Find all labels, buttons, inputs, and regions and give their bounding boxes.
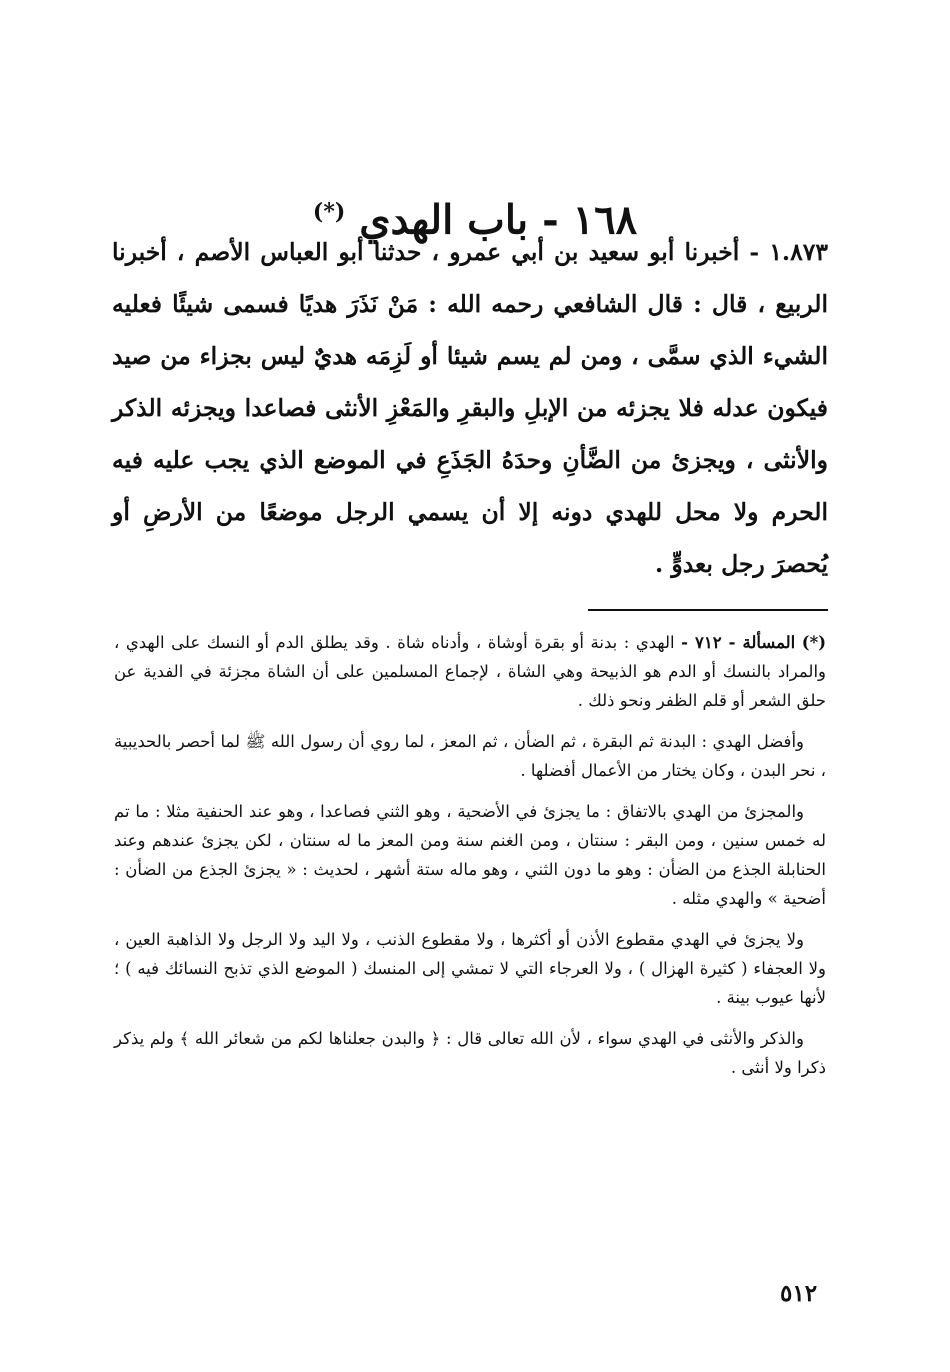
footnote-paragraph: [114, 628, 826, 715]
page-number: ٥١٢: [780, 1280, 818, 1307]
chapter-heading: باب الهدي: [359, 196, 529, 244]
chapter-number: ١٦٨: [572, 196, 638, 244]
chapter-separator: -: [542, 196, 559, 244]
footnote-reference-marker: (*): [312, 198, 346, 225]
hadith-number: ١.٨٧٣: [769, 238, 828, 266]
hadith-paragraph: [112, 226, 828, 590]
footnote-text: الهدي : بدنة أو بقرة أوشاة ، وأدناه شاة . وقد يطلق الدم أو النسك على الهدي ، والمراد بالنسك أو الدم هو الذبيحة وهي الشاة ، لإجماع المسلمين على أن الشاة مجزئة في الفدية عن حلق الشعر أو قلم الظفر ونحو ذلك .: [114, 633, 826, 710]
footnote-divider: [588, 609, 828, 611]
footnote-heading: المسألة - ٧١٢ -: [681, 633, 796, 652]
footnotes-section: [114, 628, 826, 1094]
hadith-text: أخبرنا أبو سعيد بن أبي عمرو ، حدثنا أبو العباس الأصم ، أخبرنا الربيع ، قال : قال الشافعي رحمه الله : مَنْ نَذَرَ هديًا فسمى شيئًا فعليه الشيء الذي سمَّى ، ومن لم يسم شيئا أو لَزِمَه هديٌ ليس بجزاء من صيد فيكون عدله فلا يجزئه من الإبلِ والبقرِ والمَعْزِ الأنثى فصاعدا ويجزئه الذكر والأنثى ، ويجزئ من الضَّأنِ وحدَهُ الجَذَعِ في الموضع الذي يجب عليه فيه الحرم ولا محل للهدي دونه إلا أن يسمي الرجل موضعًا من الأرضِ أو يُحصرَ رجل بعدوٍّ .: [112, 238, 828, 578]
footnote-paragraph: والمجزئ من الهدي بالاتفاق : ما يجزئ في الأضحية ، وهو الثني فصاعدا ، وهو عند الحنفية مثلا : ما تم له خمس سنين ، ومن البقر : سنتان ، ومن الغنم سنة ومن المعز ما له سنتان ، لكن يجزئ عندهم وعند الحنابلة الجذع من الضأن : وهو ما دون الثني ، وهو ماله ستة أشهر ، لحديث : « يجزئ الجذع من الضأن : أضحية » والهدي مثله .: [114, 802, 826, 908]
footnote-paragraph: والذكر والأنثى في الهدي سواء ، لأن الله تعالى قال : ﴿ والبدن جعلناها لكم من شعائر الله ﴾ ولم يذكر ذكرا ولا أنثى .: [114, 1029, 826, 1077]
footnote-paragraph: وأفضل الهدي : البدنة ثم البقرة ، ثم الضأن ، ثم المعز ، لما روي أن رسول الله ﷺ لما أحصر بالحديبية ، نحر البدن ، وكان يختار من الأعمال أفضلها .: [114, 732, 826, 780]
footnote-paragraph: ولا يجزئ في الهدي مقطوع الأذن أو أكثرها ، ولا مقطوع الذنب ، ولا اليد ولا الرجل ولا الذاهبة العين ، ولا العجفاء ( كثيرة الهزال ) ، ولا العرجاء التي لا تمشي إلى المنسك ( الموضع الذي تذبح النسائك فيه ) ؛ لأنها عيوب بينة .: [114, 930, 826, 1007]
hadith-separator: -: [749, 238, 760, 266]
footnote-marker: (*): [801, 633, 827, 652]
